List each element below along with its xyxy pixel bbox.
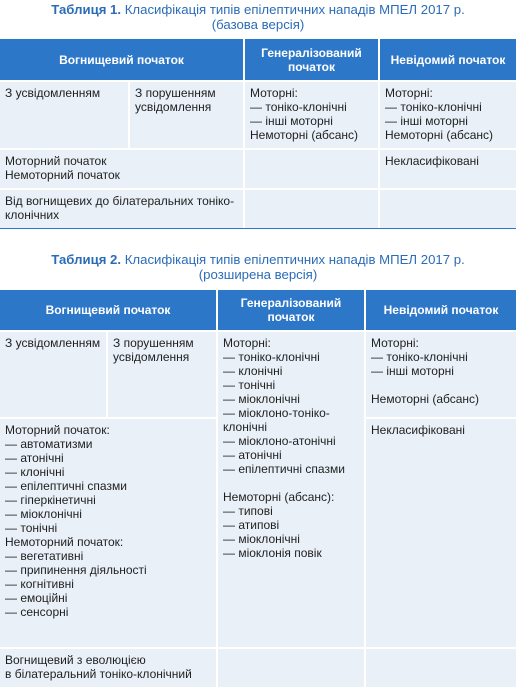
table1-header-focal: Вогнищевий початок <box>0 39 243 80</box>
table1-cell-generalized-empty <box>245 150 378 188</box>
table1-cell-generalized: Моторні: — тоніко-клонічні — інші моторні Немоторні (абсанс) <box>245 82 378 148</box>
table1-cell-focal-to-bilateral: Від вогнищевих до білатеральних тоніко-клонічних <box>0 190 243 228</box>
table1-cell-empty-b <box>380 190 516 228</box>
table1-cell-aware: З усвідомленням <box>0 82 128 148</box>
table1-caption <box>0 2 516 32</box>
table2-caption-line2: (розширена версія) <box>198 267 318 282</box>
table1-caption-text: Класифікація типів епілептичних нападів МПЕЛ 2017 р. <box>124 2 465 17</box>
table2-cell-aware: З усвідомленням <box>0 332 106 417</box>
table2-caption-text: Класифікація типів епілептичних нападів МПЕЛ 2017 р. <box>124 252 465 267</box>
table2-header-generalized: Генералізований початок <box>218 290 364 330</box>
table2-cell-generalized: Моторні: — тоніко-клонічні — клонічні — тонічні — міоклонічні — міоклоно-тоніко- клонічні — міоклоно-атонічні — атонічні — епілептичні спазми Немоторні (абсанс): — типові — атипові — міоклонічні — міоклонія повік <box>218 332 364 647</box>
table1-caption-line2: (базова версія) <box>211 17 305 32</box>
table1-cell-unclassified: Некласифіковані <box>380 150 516 188</box>
table2-cell-empty-a <box>218 649 364 687</box>
table2-caption <box>0 252 516 282</box>
table1-cell-empty-a <box>245 190 378 228</box>
table2-cell-focal-to-bilateral: Вогнищевий з еволюцією в білатеральний тоніко-клонічний <box>0 649 216 687</box>
table1-bottom-line <box>0 228 516 229</box>
table1-cell-focal-onset: Моторний початок Немоторний початок <box>0 150 243 188</box>
table2-cell-focal-onset: Моторний початок: — автоматизми — атонічні — клонічні — епілептичні спазми — гіперкінетичні — міоклонічні — тонічні Немоторний початок: — вегетативні — припинення діяльності — когнітивні — емоційні — сенсорні <box>0 419 216 647</box>
table2-header-focal: Вогнищевий початок <box>0 290 216 330</box>
table1-cell-impaired: З порушенням усвідомлення <box>130 82 243 148</box>
table1-header-generalized: Генералізований початок <box>245 39 378 80</box>
table1-caption-label: Таблиця 1. <box>51 2 122 17</box>
table2-cell-empty-b <box>366 649 516 687</box>
table2-cell-unknown-motor: Моторні: — тоніко-клонічні — інші моторні Немоторні (абсанс) <box>366 332 516 417</box>
table2-cell-impaired: З порушенням усвідомлення <box>108 332 216 417</box>
table2-cell-unclassified: Некласифіковані <box>366 419 516 647</box>
table1-cell-unknown-motor: Моторні: — тоніко-клонічні — інші моторні Немоторні (абсанс) <box>380 82 516 148</box>
table1-header-unknown: Невідомий початок <box>380 39 516 80</box>
table2-header-unknown: Невідомий початок <box>366 290 516 330</box>
table2-caption-label: Таблиця 2. <box>51 252 122 267</box>
